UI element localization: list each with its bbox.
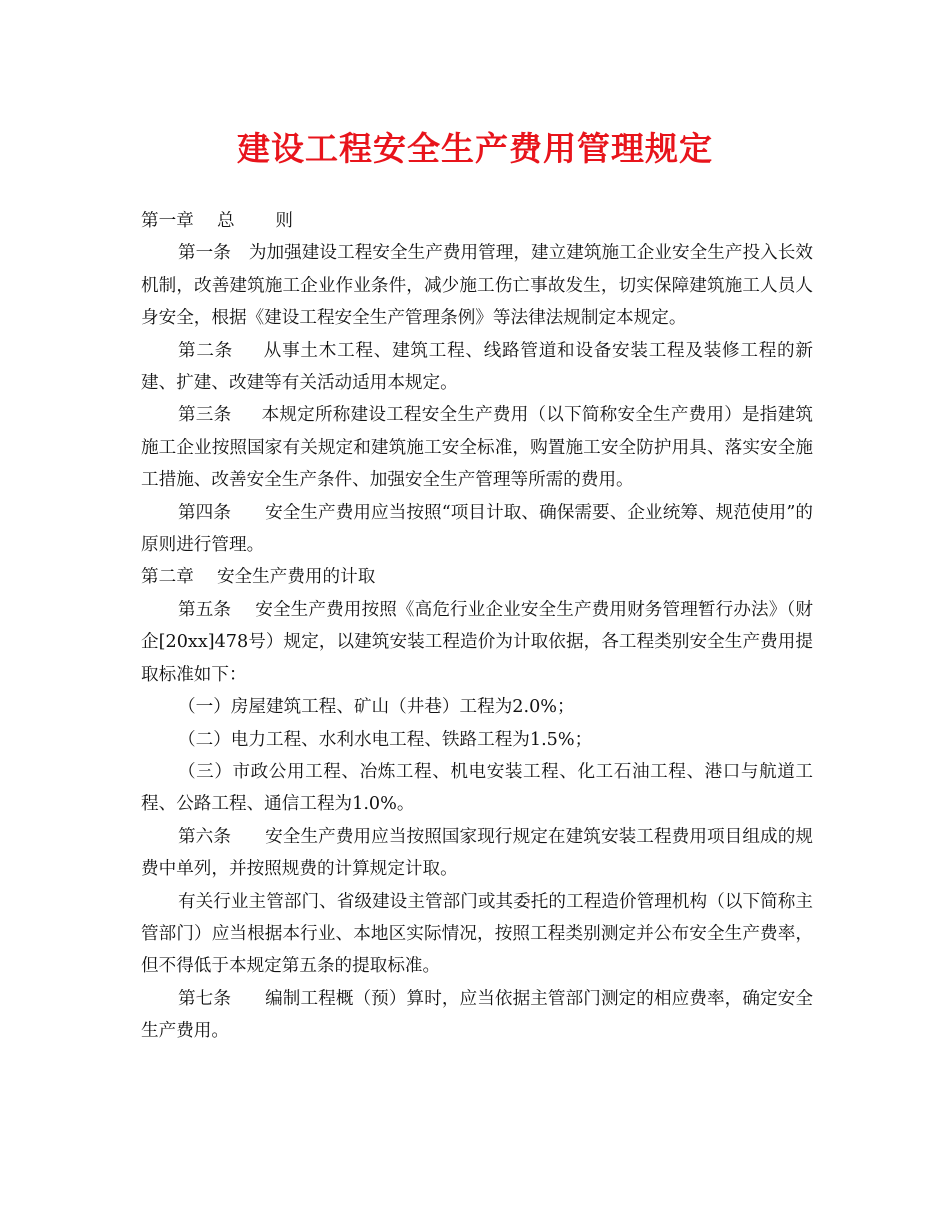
chapter-heading: 第一章 总 则: [141, 211, 293, 231]
article-paragraph: [141, 594, 813, 691]
article-text: 本规定所称建设工程安全生产费用（以下简称安全生产费用）是指建筑施工企业按照国家有关规定和建筑施工安全标准，购置施工安全防护用具、落实安全施工措施、改善安全生产条件、加强安全生产管理等所需的费用。: [141, 405, 813, 491]
article-text: 安全生产费用按照《高危行业企业安全生产费用财务管理暂行办法》（财企[20xx]478号）规定，以建筑安装工程造价为计取依据，各工程类别安全生产费用提取标准如下：: [141, 599, 813, 685]
article-label: 第三条: [178, 405, 232, 426]
article-text: 从事土木工程、建筑工程、线路管道和设备安装工程及装修工程的新建、扩建、改建等有关活动适用本规定。: [141, 340, 813, 394]
document-body: [141, 205, 813, 1048]
article-text: 安全生产费用应当按照“项目计取、确保需要、企业统筹、规范使用”的原则进行管理。: [141, 502, 813, 556]
article-paragraph: [141, 821, 813, 886]
chapter-heading: 第二章 安全生产费用的计取: [141, 567, 376, 588]
document-title: 建设工程安全生产费用管理规定: [237, 129, 713, 168]
article-label: 第四条: [178, 502, 231, 523]
article-text: 为加强建设工程安全生产费用管理，建立建筑施工企业安全生产投入长效机制，改善建筑施工企业作业条件，减少施工伤亡事故发生，切实保障建筑施工人员人身安全，根据《建设工程安全生产管理条例》等法律法规制定本规定。: [141, 243, 813, 329]
article-paragraph: [141, 237, 813, 334]
article-label: 第六条: [178, 826, 232, 847]
article-text: 编制工程概（预）算时，应当依据主管部门测定的相应费率，确定安全生产费用。: [141, 988, 813, 1042]
list-item: （一）房屋建筑工程、矿山（井巷）工程为2.0%；: [178, 697, 575, 718]
article-label: 第五条: [178, 599, 232, 620]
list-item: （二）电力工程、水利水电工程、铁路工程为1.5%；: [178, 729, 593, 750]
article-label: 第七条: [178, 988, 232, 1009]
paragraph: 有关行业主管部门、省级建设主管部门或其委托的工程造价管理机构（以下简称主管部门）应当根据本行业、本地区实际情况，按照工程类别测定并公布安全生产费率，但不得低于本规定第五条的提取标准。: [141, 891, 813, 977]
article-label: 第二条: [178, 340, 233, 361]
article-label: 第一条: [178, 243, 231, 264]
article-paragraph: [141, 399, 813, 496]
article-paragraph: [141, 335, 813, 400]
list-item: （三）市政公用工程、冶炼工程、机电安装工程、化工石油工程、港口与航道工程、公路工程、通信工程为1.0%。: [141, 761, 813, 815]
article-paragraph: [141, 497, 813, 562]
article-paragraph: [141, 983, 813, 1048]
article-text: 安全生产费用应当按照国家现行规定在建筑安装工程费用项目组成的规费中单列，并按照规费的计算规定计取。: [141, 826, 813, 880]
